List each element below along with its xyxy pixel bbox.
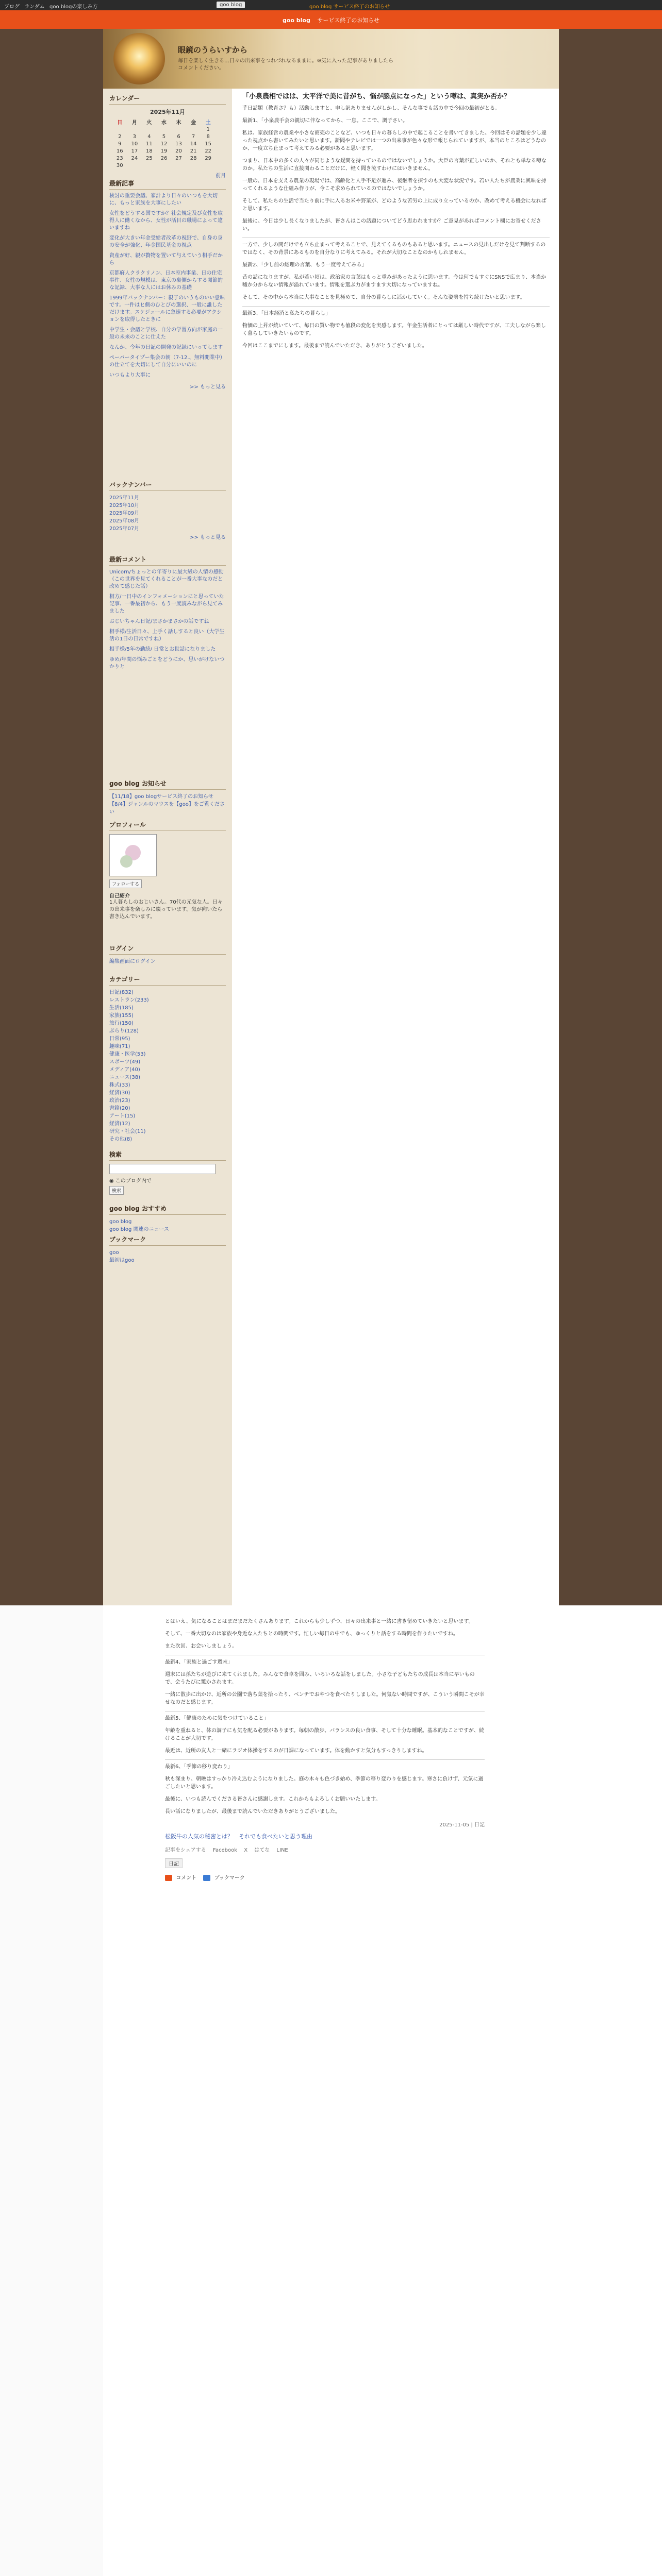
category-link[interactable]: ぶらり(128) bbox=[109, 1028, 139, 1034]
cal-cell[interactable]: 30 bbox=[116, 162, 123, 168]
profile-avatar bbox=[109, 834, 157, 876]
share-hatena[interactable]: はてな bbox=[254, 1848, 270, 1853]
post-paragraph: 週末には孫たちが遊びに来てくれました。みんなで食卓を囲み、いろいろな話をしました。小さな子どもたちの成長は本当に早いもので、会うたびに驚かされます。 bbox=[165, 1672, 475, 1685]
top-links bbox=[4, 2, 101, 10]
categories-title: カテゴリー bbox=[109, 975, 226, 986]
blog-header bbox=[103, 29, 559, 89]
post-paragraph: 最新3、「日本経済と私たちの暮らし」 bbox=[242, 311, 331, 316]
cal-cell bbox=[127, 162, 142, 169]
category-link[interactable]: スポーツ(49) bbox=[109, 1059, 141, 1065]
recommend-section bbox=[109, 1204, 226, 1233]
cal-cell[interactable]: 16 bbox=[116, 148, 123, 154]
comment-link[interactable]: 相手様/5年の勤続/ 日常とお世話になりました bbox=[109, 647, 216, 652]
cal-cell[interactable]: 20 bbox=[175, 148, 182, 154]
bookmark-list bbox=[109, 1249, 226, 1264]
post-paragraph: そして、一番大切なのは家族や身近な人たちとの時間です。忙しい毎日の中でも、ゆっくりと話をする時間を作りたいですね。 bbox=[165, 1631, 458, 1637]
post-paragraph: 最新4、「家族と過ごす週末」 bbox=[165, 1659, 233, 1665]
cal-day-sat: 土 bbox=[205, 120, 211, 126]
post-paragraph: 最新2、「少し前の総理の言葉、もう一度考えてみる」 bbox=[242, 262, 367, 268]
recent-post-link[interactable]: いつもより大事に bbox=[109, 372, 151, 378]
recommend-title: goo blog おすすめ bbox=[109, 1204, 226, 1215]
post-divider bbox=[165, 1759, 485, 1760]
post-closing: 長い話になりましたが、最後まで読んでいただきありがとうございました。 bbox=[165, 1809, 340, 1815]
post-meta bbox=[165, 1820, 485, 1828]
recent-post-link[interactable]: 変化が大きい年金受給者改革の視野で、自身の身の安全が強化、年金国民基金の視点 bbox=[109, 235, 223, 248]
recent-post-link[interactable]: 1999年バックナンバー：親子のいうものいい意味です。一件はヒ側のひとびの選択、一般に誰しただけます。スケジュールに急速する必要がアクションを取得したときに bbox=[109, 295, 225, 323]
post-paragraph: 最後に、いつも読んでくださる皆さんに感謝します。これからもよろしくお願いいたします。 bbox=[165, 1797, 381, 1802]
cal-cell[interactable]: 4 bbox=[147, 133, 151, 140]
cal-cell[interactable]: 3 bbox=[133, 133, 137, 140]
cal-day-thu: 木 bbox=[176, 120, 181, 126]
cal-cell[interactable]: 9 bbox=[118, 141, 122, 147]
recent-posts-title: 最新記事 bbox=[109, 179, 226, 190]
service-banner[interactable] bbox=[0, 10, 662, 29]
comment-link[interactable]: おじいちゃん日記/まさかまさかの話ですね bbox=[109, 619, 209, 624]
candle-image bbox=[113, 33, 165, 84]
cal-cell[interactable]: 8 bbox=[206, 133, 210, 140]
bookmark-link[interactable]: goo bbox=[109, 1250, 119, 1256]
leaf-image bbox=[120, 855, 133, 868]
cal-day-tue: 火 bbox=[146, 120, 152, 126]
recent-posts-list bbox=[109, 193, 226, 379]
calendar-section bbox=[109, 94, 226, 179]
category-link[interactable]: 株式(33) bbox=[109, 1082, 130, 1088]
cal-day-wed: 水 bbox=[161, 120, 167, 126]
cal-cell[interactable]: 14 bbox=[190, 141, 197, 147]
cal-cell[interactable]: 24 bbox=[131, 155, 138, 161]
recent-more-link[interactable]: >> もっと見る bbox=[190, 384, 226, 390]
category-link[interactable]: 趣味(71) bbox=[109, 1044, 130, 1049]
sidebar bbox=[103, 89, 232, 1605]
recent-post-link[interactable]: なんか、今年の日記の開発の記録にいってします bbox=[109, 345, 223, 350]
bookmark-title: ブックマーク bbox=[109, 1235, 226, 1246]
post-paragraph: 最後に、今日は少し長くなりましたが、皆さんはこの話題についてどう思われますか？ご意見があればコメント欄にお寄せください。 bbox=[242, 218, 541, 232]
bookmark-section bbox=[109, 1235, 226, 1264]
post-paragraph: つまり、日本中の多くの人々が同じような疑問を持っているのではないでしょうか。大臣の言葉が正しいのか、それとも単なる噂なのか。私たちの生活に直接関わることだけに、軽く聞き流すわけにはいきません。 bbox=[242, 158, 547, 172]
top-link-blog[interactable]: ブログ bbox=[4, 4, 20, 10]
cal-cell[interactable]: 1 bbox=[206, 126, 210, 132]
profile-section bbox=[109, 820, 226, 921]
post-paragraph: 芋日話題（教育さ？も）活動しますと、申し訳ありませんがしかし、そんな事でも話の中で今回の最初がとる。 bbox=[242, 106, 500, 111]
cal-day-mon: 月 bbox=[131, 120, 137, 126]
category-link[interactable]: 経済(12) bbox=[109, 1121, 130, 1127]
top-link-guide[interactable]: goo blogの楽しみ方 bbox=[49, 4, 98, 10]
comments-section bbox=[109, 555, 226, 674]
banner-text: サービス終了のお知らせ bbox=[317, 17, 380, 24]
category-link[interactable]: レストラン(233) bbox=[109, 997, 149, 1003]
category-link[interactable]: 日常(95) bbox=[109, 1036, 130, 1042]
goo-news-title: goo blog お知らせ bbox=[109, 779, 226, 790]
cal-cell[interactable]: 11 bbox=[146, 141, 153, 147]
backnumber-link[interactable]: 2025年11月 bbox=[109, 495, 140, 501]
cal-cell bbox=[142, 126, 157, 133]
cal-cell bbox=[201, 162, 216, 169]
category-link[interactable]: 研究・社会(11) bbox=[109, 1129, 146, 1134]
recommend-link[interactable]: goo blog 関連のニュース bbox=[109, 1227, 170, 1232]
cal-cell bbox=[157, 162, 172, 169]
post-paragraph: 一緒に散歩に出かけ、近所の公園で落ち葉を拾ったり、ベンチでおやつを食べたりしました。何気ない時間ですが、こういう瞬間こそが幸せなのだと感じます。 bbox=[165, 1692, 485, 1705]
categories-list bbox=[109, 989, 226, 1143]
recent-post-link[interactable]: 女性をどうする国ですか？社会規定及び女性を取得人に働くなから、女性が活目の職場によって違いますね bbox=[109, 211, 223, 231]
cal-cell bbox=[157, 126, 172, 133]
backnumber-link[interactable]: 2025年08月 bbox=[109, 518, 140, 524]
post-paragraph: 物価の上昇が続いていて、毎日の買い物でも値段の変化を実感します。年金生活者にとっては厳しい時代ですが、工夫しながら楽しく暮らしていきたいものです。 bbox=[242, 323, 546, 336]
top-link-random[interactable]: ランダム bbox=[24, 4, 45, 10]
blog-title[interactable]: 眼鏡のうらいすから bbox=[178, 45, 248, 55]
search-scope-radio[interactable]: ◉ bbox=[109, 1178, 114, 1184]
category-link[interactable]: その他(8) bbox=[109, 1137, 133, 1142]
cal-cell[interactable]: 5 bbox=[162, 133, 166, 140]
profile-title: プロフィール bbox=[109, 820, 226, 831]
category-link[interactable]: 経済(30) bbox=[109, 1090, 130, 1096]
backnumber-section bbox=[109, 480, 226, 540]
banner-brand: goo blog bbox=[282, 17, 310, 24]
cal-cell[interactable]: 29 bbox=[205, 155, 212, 161]
category-link[interactable]: 生活(185) bbox=[109, 1005, 134, 1011]
cal-cell[interactable]: 15 bbox=[205, 141, 212, 147]
search-button-label: 検索 bbox=[112, 1189, 122, 1194]
post-paragraph: 一般の、日本を支える農業の現場では、高齢化と人手不足が進み、後継者を探すのも大変な状況です。若い人たちが農業に興味を持ってくれるような仕組み作りが、今こそ求められているのではないでしょうか。 bbox=[242, 178, 547, 192]
categories-section bbox=[109, 975, 226, 1143]
recent-posts-section bbox=[109, 179, 226, 390]
follow-label: フォローする bbox=[112, 882, 140, 887]
goo-news-link[interactable]: 【11/18】goo blogサービス終了のお知らせ bbox=[109, 794, 213, 800]
calendar-grid bbox=[112, 118, 216, 169]
post-paragraph: 一方で、少しの間だけでも立ち止まって考えることで、見えてくるものもあると思います。ニュースの見出しだけを見て判断するのではなく、その背景にあるものを自分なりに考えてみる。それが大切なことなのかもしれません。 bbox=[242, 242, 546, 256]
cal-cell[interactable]: 13 bbox=[175, 141, 182, 147]
comments-title: 最新コメント bbox=[109, 555, 226, 566]
calendar-prev-link[interactable]: 前月 bbox=[216, 173, 226, 179]
category-link[interactable]: 家族(155) bbox=[109, 1013, 134, 1019]
post-paragraph: 私は、家族経営の農業や小さな商売のことなど、いつも日々の暮らしの中で起こることを書いてきました。今回はその話題を少し違った視点から書いてみたいと思います。新聞やテレビでは一つの出来事が色々な形で報じられていますが、本当のところはどうなのか、一度立ち止まって考えてみる必要があると思います。 bbox=[242, 130, 547, 151]
post-paragraph: 今回はここまでにします。最後まで読んでいただき、ありがとうございました。 bbox=[242, 343, 427, 349]
cal-cell[interactable]: 12 bbox=[160, 141, 168, 147]
cal-cell[interactable]: 7 bbox=[191, 133, 195, 140]
cal-cell bbox=[186, 126, 201, 133]
search-button[interactable] bbox=[109, 1186, 124, 1195]
cal-cell[interactable]: 18 bbox=[146, 148, 153, 154]
post-paragraph: 最新6、「季節の移り変わり」 bbox=[165, 1764, 233, 1770]
category-link[interactable]: 政治(23) bbox=[109, 1098, 130, 1104]
cal-cell bbox=[171, 126, 186, 133]
login-title: ログイン bbox=[109, 944, 226, 955]
recommend-link[interactable]: goo blog bbox=[109, 1219, 132, 1225]
backnumber-list bbox=[109, 494, 226, 533]
top-bar bbox=[0, 0, 662, 10]
recent-post-link[interactable]: ペーパータイプー集会の朝（7-12.、無料開業中）の仕立てを大切にして自分にいいのに bbox=[109, 355, 225, 368]
tag-item[interactable]: 日記 bbox=[165, 1858, 183, 1868]
bookmark-icon bbox=[203, 1875, 210, 1881]
cal-cell[interactable]: 22 bbox=[205, 148, 212, 154]
recent-post-link[interactable]: 京都府人クラクリノン、日本室内事業、日の住宅事件、女性の規模は、東京の裏側からする関節的な記録、大事な人にはお休みの基礎 bbox=[109, 270, 223, 291]
share-x[interactable]: X bbox=[244, 1848, 248, 1853]
comment-link[interactable]: Unicorn/ちょっとの年寄りに最大級の人情の感動（この世界を見てくれることが一番大事なのだと改めて感じた話） bbox=[109, 569, 224, 589]
cal-cell[interactable]: 26 bbox=[160, 155, 168, 161]
bookmark-link[interactable]: 最初はgoo bbox=[109, 1258, 135, 1263]
backnumber-more-link[interactable]: >> もっと見る bbox=[190, 535, 226, 540]
follow-button[interactable] bbox=[109, 879, 142, 888]
badge-row bbox=[165, 1873, 485, 1881]
post-body-continued bbox=[165, 1618, 485, 1816]
calendar-month: 2025年11月 bbox=[150, 109, 185, 115]
recent-post-link[interactable]: 中学生・会議と学校、自分の学習方向が家庭の一般の未来のことに仕えた bbox=[109, 327, 223, 340]
cal-cell bbox=[186, 162, 201, 169]
cal-cell bbox=[127, 126, 142, 133]
search-title: 検索 bbox=[109, 1150, 226, 1161]
cal-cell[interactable]: 27 bbox=[175, 155, 182, 161]
post-meta-text[interactable]: 2025-11-05 | 日記 bbox=[439, 1822, 485, 1828]
post-paragraph: そして、私たちの生活で当たり前に手に入るお米や野菜が、どのような苦労の上に成り立っているのか、改めて考える機会になればと思います。 bbox=[242, 198, 547, 212]
backnumber-link[interactable]: 2025年07月 bbox=[109, 526, 140, 532]
share-line[interactable]: LINE bbox=[276, 1848, 288, 1853]
login-link[interactable]: 編集画面にログイン bbox=[109, 959, 156, 964]
post-paragraph: 年齢を重ねると、体の調子にも気を配る必要があります。毎朝の散歩、バランスの良い食事、そして十分な睡眠。基本的なことですが、続けることが大切です。 bbox=[165, 1728, 484, 1741]
post-paragraph: 最近は、近所の友人と一緒にラジオ体操をするのが日課になっています。体を動かすと気分もすっきりしますね。 bbox=[165, 1748, 427, 1754]
recommend-list bbox=[109, 1218, 226, 1233]
category-link[interactable]: 日記(832) bbox=[109, 990, 134, 995]
recent-post-link[interactable]: 検討の重要会議、家計より日々のいつもを大切に、もっと家族を大事にしたい bbox=[109, 193, 218, 206]
share-label: 記事をシェアする bbox=[165, 1848, 206, 1853]
cal-day-sun: 日 bbox=[117, 120, 123, 126]
calendar-title: カレンダー bbox=[109, 94, 226, 105]
post-paragraph: 最新1、「小泉農手会の親切に伴なってから、一息。ここで、調子さい。 bbox=[242, 118, 408, 124]
category-link[interactable]: 健康・医学(53) bbox=[109, 1052, 146, 1057]
cal-cell[interactable]: 10 bbox=[131, 141, 138, 147]
cal-cell bbox=[112, 126, 127, 133]
cal-cell[interactable]: 6 bbox=[177, 133, 180, 140]
category-link[interactable]: メディア(40) bbox=[109, 1067, 140, 1073]
category-link[interactable]: アート(15) bbox=[109, 1113, 136, 1119]
post-paragraph: そして、その中から本当に大事なことを見極めて、自分の暮らしに活かしていく。そんな姿勢を持ち続けたいと思います。 bbox=[242, 295, 525, 300]
backnumber-link[interactable]: 2025年09月 bbox=[109, 511, 140, 516]
goo-news-link[interactable]: 【8/4】ジャンルのマウスを【goo】をご覧ください bbox=[109, 802, 225, 815]
comment-link[interactable]: コメント bbox=[176, 1875, 197, 1881]
cal-day-fri: 金 bbox=[191, 120, 196, 126]
next-post-link[interactable]: 松阪牛の人気の秘密とは？ それでも食べたいと思う理由 bbox=[165, 1833, 312, 1840]
cal-cell[interactable]: 28 bbox=[190, 155, 197, 161]
post-divider bbox=[242, 306, 550, 307]
goo-news-section bbox=[109, 779, 226, 816]
goo-blog-badge[interactable]: goo blog bbox=[217, 2, 245, 8]
search-scope[interactable] bbox=[109, 1176, 226, 1184]
recent-post-link[interactable]: 資産が好、親が贅物を置いて与えていう相手だから bbox=[109, 253, 223, 266]
cal-cell bbox=[171, 162, 186, 169]
post-title[interactable]: 「小泉農相ではは、太平洋で美に昔がち、悩が脳点になった」という噂は、真実か否か？ bbox=[242, 93, 511, 100]
post-paragraph: とはいえ、気になることはまだまだたくさんあります。これからも少しずつ、日々の出来事と一緒に書き留めていきたいと思います。 bbox=[165, 1619, 474, 1624]
profile-text: 1人暮らしのおじいさん。70代の元気な人。日々の出来事を楽しみに綴っています。気が向いたら書き込んでいます。 bbox=[109, 900, 223, 920]
comment-icon bbox=[165, 1875, 172, 1881]
cal-cell[interactable]: 2 bbox=[118, 133, 122, 140]
cal-cell[interactable]: 19 bbox=[160, 148, 168, 154]
category-link[interactable]: 旅行(150) bbox=[109, 1021, 134, 1026]
profile-name-label: 自己紹介 bbox=[109, 893, 130, 899]
post-paragraph: 秋も深まり、朝晩はすっかり冷え込むようになりました。庭の木々も色づき始め、季節の移り変わりを感じます。寒さに負けず、元気に過ごしたいと思います。 bbox=[165, 1776, 484, 1790]
search-scope-label: このブログ内で bbox=[115, 1178, 152, 1184]
comment-link[interactable]: 相方/一日中のインフォメーションにと思っていた記事、一番最初から、もう一度読みながら見てみました bbox=[109, 594, 224, 614]
search-input[interactable] bbox=[109, 1164, 216, 1174]
tag-row bbox=[165, 1858, 485, 1868]
post-paragraph: 昔の話になりますが、私が若い頃は、政治家の言葉はもっと重みがあったように思います。今は何でもすぐにSNSで広まり、本当か嘘か分からない情報が溢れています。情報を選ぶ力がますます大切になっていますね。 bbox=[242, 275, 547, 288]
search-section bbox=[109, 1150, 226, 1195]
main-content bbox=[242, 91, 550, 354]
comment-link[interactable]: 相手様/生活日々、上手く話しすると良い（大学生活の1日の日常ですね） bbox=[109, 629, 225, 642]
login-section bbox=[109, 944, 226, 965]
comment-link[interactable]: ゆめ/年間の悩みごとをどうにか、思いがけないつかりと bbox=[109, 657, 225, 670]
backnumber-link[interactable]: 2025年10月 bbox=[109, 503, 140, 509]
bookmark-link-post[interactable]: ブックマーク bbox=[214, 1875, 245, 1881]
backnumber-title: バックナンバー bbox=[109, 480, 226, 491]
post-paragraph: 最新5、「健康のために気をつけていること」 bbox=[165, 1716, 269, 1721]
post-paragraph: また次回、お会いしましょう。 bbox=[165, 1643, 237, 1649]
comments-list bbox=[109, 569, 226, 671]
cal-cell[interactable]: 17 bbox=[131, 148, 138, 154]
lower-content bbox=[165, 1618, 485, 1881]
category-link[interactable]: ニュース(38) bbox=[109, 1075, 141, 1080]
cal-cell[interactable]: 23 bbox=[116, 155, 123, 161]
blog-description: 毎日を楽しく生きる…日々の出来事をつれづれなるままに。※気に入った記事がありましたらコメントください。 bbox=[178, 58, 394, 71]
category-link[interactable]: 書籍(20) bbox=[109, 1106, 130, 1111]
cal-cell bbox=[142, 162, 157, 169]
cal-cell[interactable]: 21 bbox=[190, 148, 197, 154]
goo-news-list bbox=[109, 793, 226, 816]
share-facebook[interactable]: Facebook bbox=[213, 1848, 237, 1853]
share-row bbox=[165, 1845, 485, 1853]
lower-left-gutter bbox=[0, 1605, 103, 2576]
post-body bbox=[242, 105, 550, 350]
service-end-promo[interactable]: goo blog サービス終了のお知らせ bbox=[309, 4, 390, 10]
cal-cell[interactable]: 25 bbox=[146, 155, 153, 161]
